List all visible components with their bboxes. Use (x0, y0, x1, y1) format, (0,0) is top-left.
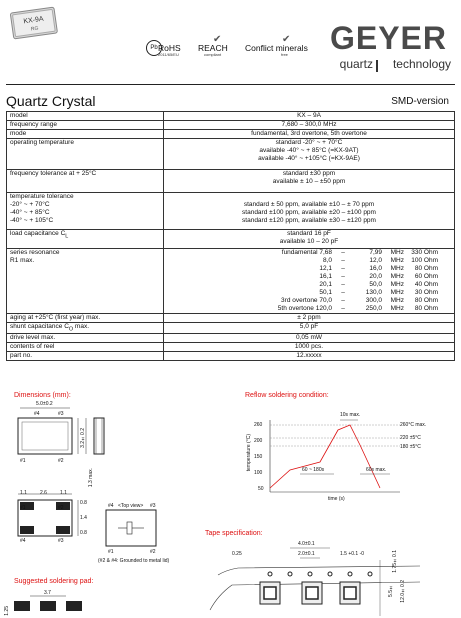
pad-side-2: 1.4 (80, 515, 87, 521)
esr-cell-o: 80 Ohm (414, 265, 438, 272)
esr-cell-d: – (341, 305, 345, 312)
dim-length: 5.0±0.2 (36, 401, 53, 407)
dim-width: 3.2±0.2 (80, 428, 86, 448)
esr-cell-d: – (341, 273, 345, 280)
check-icon: ✔ (282, 34, 291, 45)
spec-line: -20° ~ + 70°C (10, 201, 50, 208)
rohs-note: 2011/65/EU (158, 52, 179, 57)
pad-dim-3: 1.1 (60, 490, 67, 496)
t1-label: 220 ±5°C (400, 435, 421, 441)
spec-value: 5,0 pF (164, 323, 455, 334)
pad-pin-4: #4 (20, 538, 26, 544)
spec-label-sub: L (65, 233, 69, 240)
esr-cell-u: MHz (390, 273, 404, 280)
esr-cell-o: 100 Ohm (411, 257, 438, 264)
ytick-50: 50 (258, 486, 264, 492)
pin-1-label: #1 (20, 458, 26, 464)
esr-cell-u: MHz (390, 257, 404, 264)
dimensions-title: Dimensions (mm): (14, 392, 71, 399)
pad-width: 3.7 (44, 590, 51, 596)
reflow-title: Reflow soldering condition: (245, 392, 329, 399)
esr-cell-a: 50,1 (319, 289, 332, 296)
esr-cell-o: 30 Ohm (414, 289, 438, 296)
spec-label-text: shunt capacitance C (10, 323, 69, 330)
esr-cell-o: 60 Ohm (414, 273, 438, 280)
spec-line: available ± 10 – ±50 ppm (272, 178, 346, 185)
tape-half-pitch: 2.0±0.1 (298, 551, 315, 557)
spec-line: standard ± 50 ppm, available ±10 – ± 70 ppm (243, 201, 375, 208)
spec-value: KX – 9A (164, 112, 455, 121)
esr-cell-o: 80 Ohm (414, 305, 438, 312)
spec-line: -40° ~ + 85°C (10, 209, 50, 216)
brand-sub-left: quartz (339, 57, 373, 71)
reflow-xlabel: time (s) (328, 496, 345, 502)
esr-cell-a: 5th overtone 120,0 (277, 305, 332, 312)
spec-line: available -40° ~ + 85°C (=KX-9AT) (259, 147, 359, 154)
tape-thickness: 0.25 (232, 551, 242, 557)
pad-side-3: 0.8 (80, 530, 87, 536)
pad-pin-2: #2 (58, 505, 64, 511)
tape-hole: 1.5 +0.1 -0 (340, 551, 365, 557)
spec-label: mode (7, 130, 164, 139)
esr-cell-a: 16,1 (319, 273, 332, 280)
esr-cell-d: – (341, 289, 345, 296)
spec-label-end: max. (73, 323, 90, 330)
spec-value: 12.xxxxx (164, 352, 455, 361)
tape-title: Tape specification: (205, 530, 263, 537)
tape-side-1: 1.75±0.1 (392, 550, 398, 573)
esr-cell-b: 130,0 (365, 289, 382, 296)
esr-cell-o: 40 Ohm (414, 281, 438, 288)
spec-line: standard ±120 ppm, available ±30 – ±120 ppm (242, 217, 376, 224)
spec-label: operating temperature (7, 139, 164, 170)
pin-2-label: #2 (58, 458, 64, 464)
tape-pitch: 4.0±0.1 (298, 541, 315, 547)
tape-side-3: 5.5± (388, 584, 394, 597)
esr-cell-u: MHz (390, 297, 404, 304)
esr-cell-d: – (341, 281, 345, 288)
spec-label: frequency range (7, 121, 164, 130)
pad-dim-1: 1.1 (20, 490, 27, 496)
conflict-label: Conflict minerals (245, 43, 308, 53)
spec-value: fundamental, 3rd overtone, 5th overtone (164, 130, 455, 139)
check-icon: ✔ (213, 34, 222, 45)
peak-label: 260°C max. (400, 422, 427, 428)
pad-height: 1.25 (4, 606, 10, 616)
pad-pin-3: #3 (58, 538, 64, 544)
spec-label: part no. (7, 352, 164, 361)
esr-cell-b: 300,0 (365, 297, 382, 304)
esr-cell-a: 8,0 (322, 257, 332, 264)
esr-cell-o: 80 Ohm (414, 297, 438, 304)
esr-cell-d: – (341, 297, 345, 304)
ytick-100: 100 (254, 470, 263, 476)
pb-badge: Pb (150, 45, 158, 51)
spec-line: standard 16 pF (287, 230, 331, 237)
spec-line: standard ±30 ppm (282, 170, 336, 177)
dim-height: 1.3 max. (88, 468, 94, 488)
version-label: SMD-version (391, 96, 449, 107)
esr-cell-u: MHz (390, 281, 404, 288)
top-view-pin-1: #1 (108, 549, 114, 555)
ground-note: (#2 & #4: Grounded to metal lid) (98, 558, 170, 564)
page-title: Quartz Crystal (6, 93, 96, 109)
chip-label: KX-9A (23, 15, 45, 26)
t10s-label: 10s max. (340, 412, 361, 418)
pad-dim-2: 2.6 (40, 490, 47, 496)
esr-cell-b: 50,0 (369, 281, 382, 288)
spec-value: 1000 pcs. (164, 343, 455, 352)
spec-line: series resonance (10, 249, 60, 256)
pad-pin-1: #1 (20, 505, 26, 511)
spec-value: ± 2 ppm (164, 314, 455, 323)
top-view-label: <Top view> (118, 503, 144, 509)
esr-cell-a: 3rd overtone 70,0 (281, 297, 332, 304)
post-label: 60s max. (366, 467, 387, 473)
spec-label-sub: O (68, 326, 74, 333)
spec-value: 7,680 – 300,0 MHz (164, 121, 455, 130)
esr-cell-a: 20,1 (319, 281, 332, 288)
esr-cell-b: 12,0 (369, 257, 382, 264)
preheat-label: 60 ~ 180s (302, 467, 325, 473)
esr-cell-d: – (341, 249, 345, 256)
pin-4-label: #4 (34, 411, 40, 417)
spec-line: standard -20° ~ + 70°C (275, 139, 343, 146)
top-view-pin-2: #2 (150, 549, 156, 555)
spec-label-text: load capacitance C (10, 230, 66, 237)
pad-side-1: 0.8 (80, 500, 87, 506)
esr-cell-b: 16,0 (369, 265, 382, 272)
spec-label: frequency tolerance at + 25°C (7, 170, 164, 193)
spec-line: R1 max. (10, 257, 35, 264)
esr-cell-b: 250,0 (365, 305, 382, 312)
spec-line: -40° ~ + 105°C (10, 217, 54, 224)
top-view-pin-3: #3 (150, 503, 156, 509)
esr-cell-a: fundamental 7,68 (281, 249, 332, 256)
rohs-label: RoHS (158, 43, 181, 53)
spec-label: contents of reel (7, 343, 164, 352)
esr-cell-u: MHz (390, 249, 404, 256)
esr-cell-d: – (341, 265, 345, 272)
solder-pad-title: Suggested soldering pad: (14, 578, 94, 585)
t2-label: 180 ±5°C (400, 444, 421, 450)
top-view-pin-4: #4 (108, 503, 114, 509)
esr-cell-u: MHz (390, 305, 404, 312)
esr-cell-b: 20,0 (369, 273, 382, 280)
spec-line: available -40° ~ +105°C (=KX-9AE) (258, 155, 360, 162)
chip-sub-label: RG (30, 25, 39, 33)
spec-label: drive level max. (7, 334, 164, 343)
spec-line: temperature tolerance (10, 193, 74, 200)
ytick-150: 150 (254, 454, 263, 460)
esr-cell-d: – (341, 257, 345, 264)
spec-value: 0,05 mW (164, 334, 455, 343)
spec-label: aging at +25°C (first year) max. (7, 314, 164, 323)
ytick-200: 200 (254, 438, 263, 444)
brand-logo: GEYER (329, 20, 447, 56)
conflict-note: free (281, 52, 288, 57)
esr-cell-b: 7,99 (369, 249, 382, 256)
reflow-ylabel: temperature (°C) (246, 434, 252, 472)
esr-cell-u: MHz (390, 265, 404, 272)
spec-line: standard ±100 ppm, available ±20 – ±100 ppm (242, 209, 376, 216)
spec-label: model (7, 112, 164, 121)
reach-note: compliant (204, 52, 222, 57)
esr-cell-a: 12,1 (319, 265, 332, 272)
brand-sub-right: technology (392, 57, 451, 71)
tape-side-2: 12.0±0.2 (400, 580, 406, 603)
reach-label: REACH (198, 43, 228, 53)
esr-cell-o: 330 Ohm (411, 249, 438, 256)
ytick-260: 260 (254, 422, 263, 428)
pin-3-label: #3 (58, 411, 64, 417)
esr-cell-u: MHz (390, 289, 404, 296)
spec-line: available 10 – 20 pF (279, 238, 339, 245)
